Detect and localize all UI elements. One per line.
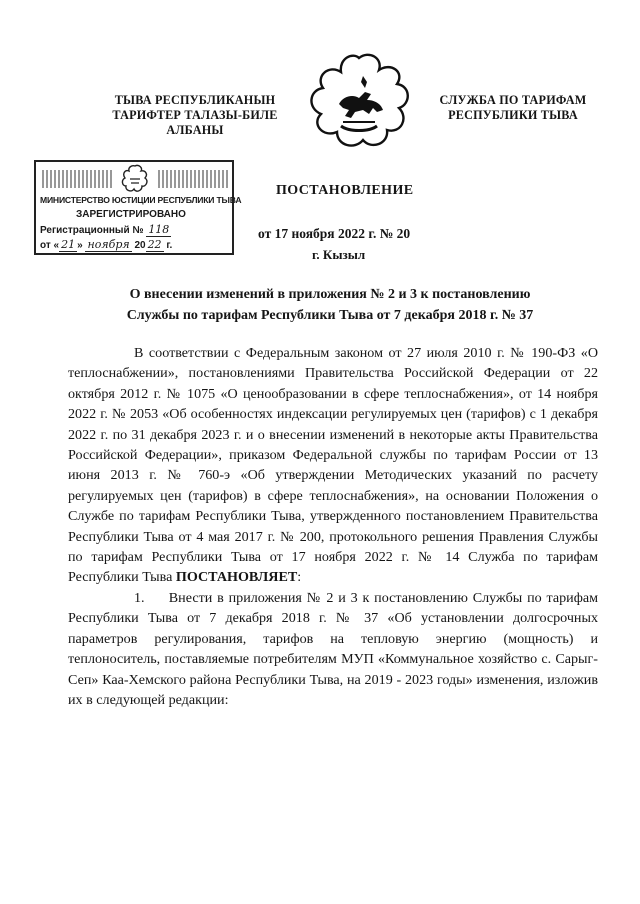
stamp-date-day: 21 <box>61 238 76 251</box>
document-date-number: от 17 ноября 2022 г. № 20 <box>258 226 411 241</box>
decree-word: ПОСТАНОВЛЯЕТ <box>175 569 298 586</box>
stamp-hatch-decoration <box>158 170 228 188</box>
stamp-emblem-icon <box>121 164 149 194</box>
preamble-text: В соответствии с Федеральным законом от 27 июля 2010 г. № 190-ФЗ «О теплоснабжении», постановлениями Правительства Российской Федерации от 22 октября 2012 г. № 1075 «О ценообразовании в сфере теплоснабжения», от 14 ноября 2022 г. № 2053 «Об особенностях индексации регулируемых цен (тарифов) с 1 декабря 2022 г. по 31 декабря 2023 г. и о внесении изменений в некоторые акты Правительства Российской Федерации», приказом Федеральной службы по тарифам России от 13 июня 2013 г. № 760-э «Об утверждении Методических указаний по расчету регулируемых цен (тарифов) в сфере теплоснабжения», на основании Положения о Службе по тарифам Республики Тыва, утвержденного постановлением Правительства Республики Тыва от 4 мая 2017 г. № 200, протокольного решения Правления Службы по тарифам Республики Тыва от 17 ноября 2022 г. № 14 Служба по тарифам Республики Тыва <box>68 345 598 586</box>
header-left-line: ТАРИФТЕР ТАЛАЗЫ-БИЛЕ <box>112 108 278 122</box>
stamp-registration-number <box>40 223 171 236</box>
stamp-date-prefix: от « <box>40 240 60 251</box>
stamp-date-suffix: г. <box>166 240 173 251</box>
stamp-reg-label: Регистрационный № <box>40 225 144 236</box>
document-body <box>68 343 598 710</box>
item-1-paragraph: 1. Внести в приложения № 2 и 3 к постановлению Службы по тарифам Республики Тыва от 7 декабря 2018 г. № 37 «Об установлении долгосрочных параметров регулирования, тарифов на тепловую энергию (мощность) и теплоноситель, поставляемые потребителям МУП «Коммунальное хозяйство с. Сарыг-Сеп» Каа-Хемского района Республики Тыва, на 2019 - 2023 годы» изменения, изложив их в следующей редакции: <box>68 589 598 708</box>
stamp-date-year: 22 <box>147 238 162 251</box>
preamble-paragraph <box>68 343 598 588</box>
registration-stamp <box>34 160 242 255</box>
header-right-line: РЕСПУБЛИКИ ТЫВА <box>448 108 578 122</box>
header-right-line: СЛУЖБА ПО ТАРИФАМ <box>439 93 587 107</box>
stamp-date-month: ноября <box>87 238 130 251</box>
header-left-tuvan <box>80 93 310 138</box>
decree-colon: : <box>297 569 302 586</box>
stamp-hatch-decoration <box>42 170 112 188</box>
header-left-line: АЛБАНЫ <box>166 123 224 137</box>
header-right-russian <box>408 93 618 123</box>
document-city: г. Кызыл <box>312 247 366 262</box>
stamp-date <box>40 238 172 251</box>
stamp-date-year-prefix: 20 <box>134 240 146 251</box>
subject-line: О внесении изменений в приложения № 2 и 3 к постановлению <box>129 287 531 302</box>
document-title: ПОСТАНОВЛЕНИЕ <box>276 183 414 198</box>
stamp-reg-number: 118 <box>148 223 170 236</box>
document-subject <box>60 284 600 326</box>
tuva-coat-of-arms-icon <box>305 52 413 152</box>
header-left-line: ТЫВА РЕСПУБЛИКАНЫН <box>114 93 276 107</box>
stamp-date-mid: » <box>77 240 83 251</box>
subject-line: Службы по тарифам Республики Тыва от 7 декабря 2018 г. № 37 <box>126 308 534 323</box>
stamp-registered: ЗАРЕГИСТРИРОВАНО <box>76 209 186 220</box>
stamp-ministry: МИНИСТЕРСТВО ЮСТИЦИИ РЕСПУБЛИКИ ТЫВА <box>40 195 242 205</box>
